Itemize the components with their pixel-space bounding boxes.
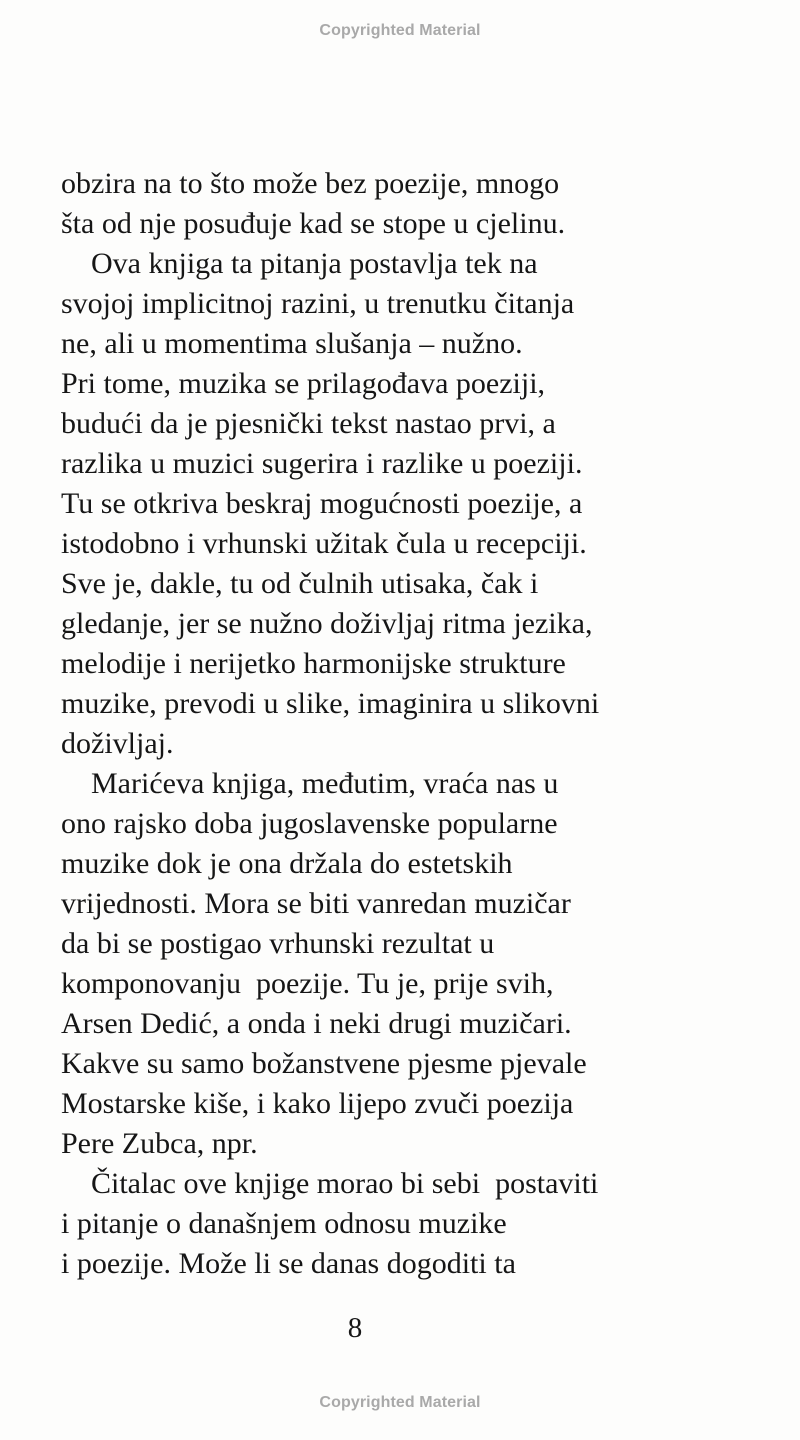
- paragraph-start: Ova knjiga ta pitanja postavlja tek na: [91, 247, 538, 280]
- text-line: šta od nje posuđuje kad se stope u cjelinu.: [61, 207, 566, 240]
- text-line: i poezije. Može li se danas dogoditi ta: [61, 1247, 516, 1280]
- text-line: gledanje, jer se nužno doživljaj ritma jezika,: [61, 607, 593, 640]
- paragraph-start: Marićeva knjiga, međutim, vraća nas u: [91, 767, 559, 800]
- text-line: Sve je, dakle, tu od čulnih utisaka, čak i: [61, 567, 539, 600]
- copyright-watermark-top: Copyrighted Material: [319, 22, 481, 39]
- copyright-watermark-bottom: Copyrighted Material: [319, 1394, 481, 1411]
- text-line: ono rajsko doba jugoslavenske popularne: [61, 807, 558, 840]
- text-line: Kakve su samo božanstvene pjesme pjevale: [61, 1047, 587, 1080]
- page-number: 8: [347, 1312, 363, 1344]
- text-line: Pri tome, muzika se prilagođava poeziji,: [61, 367, 546, 400]
- text-line: vrijednosti. Mora se biti vanredan muzičar: [61, 887, 571, 920]
- text-line: svojoj implicitnoj razini, u trenutku čitanja: [61, 287, 575, 320]
- text-line: i pitanje o današnjem odnosu muzike: [61, 1207, 507, 1240]
- text-line: doživljaj.: [61, 727, 174, 760]
- text-line: ne, ali u momentima slušanja – nužno.: [61, 327, 523, 360]
- text-line: razlika u muzici sugerira i razlike u poeziji.: [61, 447, 583, 480]
- text-line: muzike, prevodi u slike, imaginira u slikovni: [61, 687, 600, 720]
- text-line: Mostarske kiše, i kako lijepo zvuči poezija: [61, 1087, 574, 1120]
- text-line: Arsen Dedić, a onda i neki drugi muzičari.: [61, 1007, 572, 1040]
- body-text: [61, 164, 761, 1284]
- text-line: obzira na to što može bez poezije, mnogo: [61, 167, 560, 200]
- text-line: Pere Zubca, npr.: [61, 1127, 258, 1160]
- text-line: istodobno i vrhunski užitak čula u recepciji.: [61, 527, 587, 560]
- text-line: budući da je pjesnički tekst nastao prvi, a: [61, 407, 556, 440]
- text-line: melodije i nerijetko harmonijske strukture: [61, 647, 566, 680]
- paragraph-start: Čitalac ove knjige morao bi sebi postaviti: [91, 1167, 599, 1200]
- text-line: muzike dok je ona držala do estetskih: [61, 847, 513, 880]
- text-line: Tu se otkriva beskraj mogućnosti poezije, a: [61, 487, 583, 520]
- text-line: komponovanju poezije. Tu je, prije svih,: [61, 967, 554, 1000]
- text-line: da bi se postigao vrhunski rezultat u: [61, 927, 495, 960]
